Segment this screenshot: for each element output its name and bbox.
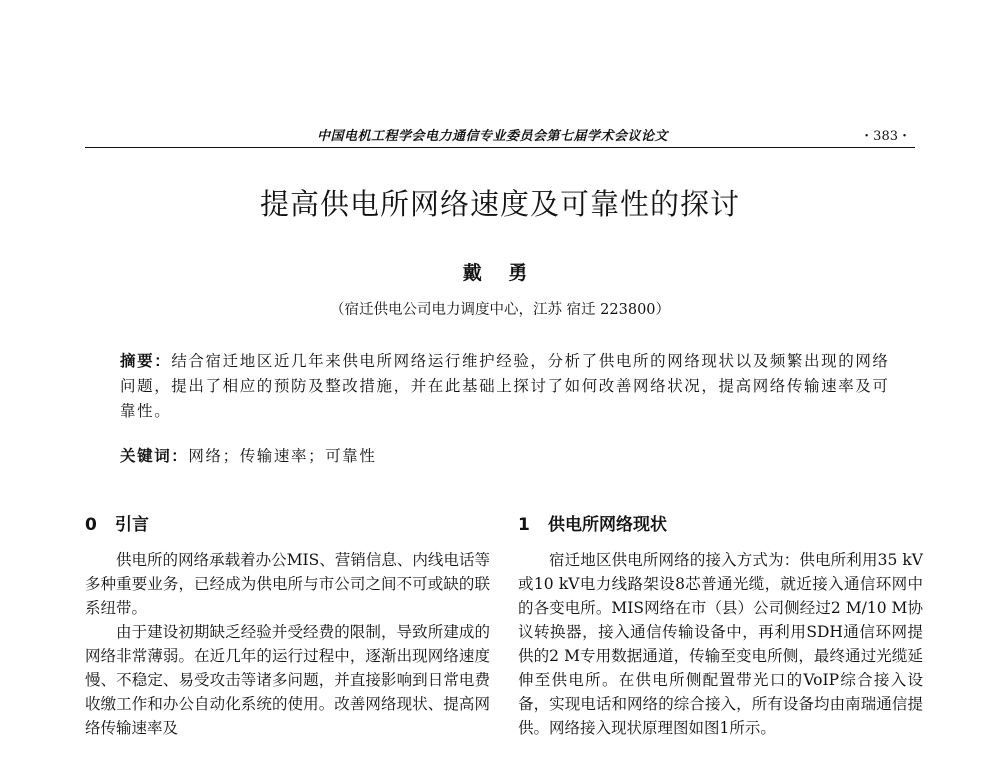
- journal-title: 中国电机工程学会电力通信专业委员会第七届学术会议论文: [317, 129, 669, 144]
- section-number: 0: [85, 515, 97, 535]
- author-name: 戴 勇: [462, 262, 538, 284]
- paragraph: 由于建设初期缺乏经验并受经费的限制，导致所建成的网络非常薄弱。在近几年的运行过程中，逐渐出现网络速度慢、不稳定、易受攻击等诸多问题，并直接影响到日常电费收缴工作和办公自动化系统的使用。改善网络现状、提高网络传输速率及: [85, 623, 490, 737]
- abstract-text: 结合宿迁地区近几年来供电所网络运行维护经验，分析了供电所的网络现状以及频繁出现的网络问题，提出了相应的预防及整改措施，并在此基础上探讨了如何改善网络状况，提高网络传输速率及可靠性。: [120, 352, 890, 420]
- paragraph: 供电所的网络承载着办公MIS、营销信息、内线电话等多种重要业务，已经成为供电所与市公司之间不可或缺的联系纽带。: [85, 551, 490, 617]
- section-network-status: [518, 510, 923, 740]
- section-title: 供电所网络现状: [548, 515, 667, 535]
- page-number: ・383・: [860, 129, 911, 144]
- abstract-label: 摘要：: [120, 351, 172, 370]
- author-affiliation: （宿迁供电公司电力调度中心，江苏 宿迁 223800）: [329, 302, 671, 318]
- section-title: 引言: [115, 515, 149, 535]
- section-heading: [85, 510, 490, 534]
- keywords-text: 网络；传输速率；可靠性: [188, 447, 377, 465]
- keywords: [120, 444, 890, 466]
- running-header: [85, 125, 915, 148]
- section-number: 1: [518, 515, 530, 535]
- section-heading: [518, 510, 923, 534]
- paper-title: 提高供电所网络速度及可靠性的探讨: [259, 187, 740, 221]
- abstract: [120, 348, 890, 424]
- paragraph: 宿迁地区供电所网络的接入方式为：供电所利用35 kV或10 kV电力线路架设8芯普通光缆，就近接入通信环网中的各变电所。MIS网络在市（县）公司侧经过2 M/10 M协议转换器，接入通信传输设备中，再利用SDH通信环网提供的2 M专用数据通道，传输至变电所侧，最终通过光缆延伸至供电所。在供电所侧配置带光口的VoIP综合接入设备，实现电话和网络的综合接入，所有设备均由南瑞通信提供。网络接入现状原理图如图1所示。: [518, 551, 923, 737]
- keywords-label: 关键词：: [120, 446, 189, 465]
- section-introduction: [85, 510, 490, 740]
